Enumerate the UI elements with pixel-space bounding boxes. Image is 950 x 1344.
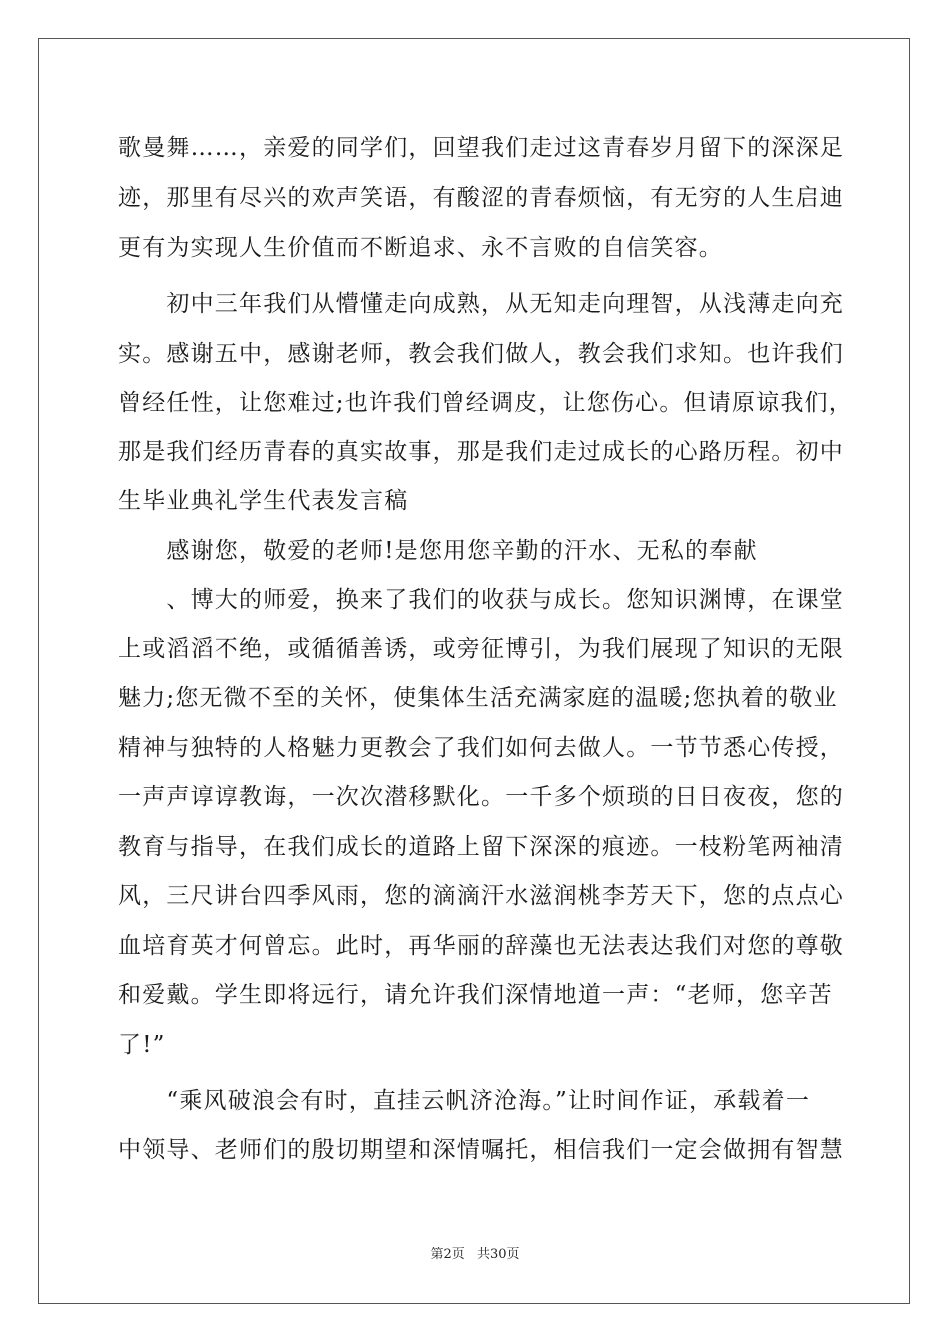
text-line: 风，三尺讲台四季风雨，您的滴滴汗水滋润桃李芳天下，您的点点心 [118, 883, 844, 909]
text-line: 歌曼舞……，亲爱的同学们，回望我们走过这青春岁月留下的深深足 [118, 135, 844, 161]
text-line: 实。感谢五中，感谢老师，教会我们做人，教会我们求知。也许我们 [118, 341, 844, 367]
text-line: 生毕业典礼学生代表发言稿 [118, 488, 409, 514]
text-line: “乘风破浪会有时，直挂云帆济沧海。”让时间作证，承载着一 [118, 1088, 811, 1114]
text-line: 那是我们经历青春的真实故事，那是我们走过成长的心路历程。初中 [118, 439, 844, 465]
text-line: 更有为实现人生价值而不断追求、永不言败的自信笑容。 [118, 235, 723, 261]
total-pages: 共30页 [476, 1247, 520, 1262]
text-line: 曾经任性，让您难过;也许我们曾经调皮，让您伤心。但请原谅我们， [118, 390, 853, 416]
text-line: 上或滔滔不绝，或循循善诱，或旁征博引，为我们展现了知识的无限 [118, 636, 844, 662]
text-line: 教育与指导，在我们成长的道路上留下深深的痕迹。一枝粉笔两袖清 [118, 834, 844, 860]
text-line: 初中三年我们从懵懂走向成熟，从无知走向理智，从浅薄走向充 [118, 291, 844, 317]
text-line: 魅力;您无微不至的关怀，使集体生活充满家庭的温暖;您执着的敬业 [118, 685, 838, 711]
text-line: 和爱戴。学生即将远行，请允许我们深情地道一声：“老师，您辛苦 [118, 982, 833, 1008]
text-line: 精神与独特的人格魅力更教会了我们如何去做人。一节节悉心传授， [118, 735, 844, 761]
text-line: 、博大的师爱，换来了我们的收获与成长。您知识渊博，在课堂 [118, 587, 844, 613]
text-line: 了!” [118, 1032, 166, 1058]
text-line: 中领导、老师们的殷切期望和深情嘱托，相信我们一定会做拥有智慧 [118, 1137, 844, 1163]
page-number: 第2页 [430, 1247, 465, 1262]
page-footer [0, 1246, 950, 1264]
text-line: 迹，那里有尽兴的欢声笑语，有酸涩的青春烦恼，有无穷的人生启迪 [118, 185, 844, 211]
text-line: 一声声谆谆教诲，一次次潜移默化。一千多个烦琐的日日夜夜，您的 [118, 784, 844, 810]
text-line: 感谢您，敬爱的老师!是您用您辛勤的汗水、无私的奉献 [118, 538, 758, 564]
text-line: 血培育英才何曾忘。此时，再华丽的辞藻也无法表达我们对您的尊敬 [118, 933, 844, 959]
